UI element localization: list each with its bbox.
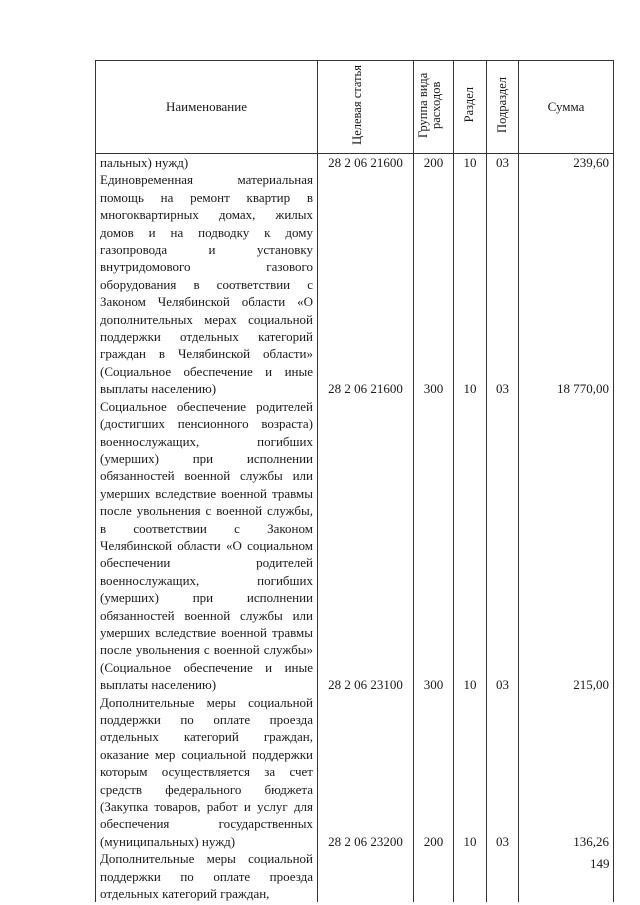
row-expense-group: 200: [414, 154, 454, 172]
table-row: [96, 154, 614, 172]
row-section: [454, 850, 487, 902]
row-amount: 215,00: [519, 398, 614, 694]
row-name: пальных) нужд): [96, 154, 318, 172]
row-expense-group: 300: [414, 171, 454, 397]
row-name: Единовременная материальная помощь на ремонт квартир в многоквартирных домах, жилых домов и на подводку к дому газопровода и установку внутридомового газового оборудования в соответствии с Законом Челябинской области «О дополнительных мерах социальной поддержки отдельных категорий граждан в Челябинской области» (Социальное обеспечение и иные выплаты населению): [96, 171, 318, 397]
row-subsection: 03: [487, 694, 519, 851]
row-subsection: 03: [487, 171, 519, 397]
row-target-article: 28 2 06 23100: [318, 398, 414, 694]
row-section: 10: [454, 694, 487, 851]
row-amount: 136,26: [519, 694, 614, 851]
row-section: 10: [454, 398, 487, 694]
header-row: [96, 61, 614, 154]
table-row: [96, 171, 614, 397]
table-row: [96, 694, 614, 851]
row-name: Дополнительные меры социальной поддержки по оплате проезда отдельных категорий граждан, оказание мер социальной поддержки которым осуществляется за счет средств федерального бюджета (Закупка товаров, работ и услуг для обеспечения государственных (муниципальных) нужд): [96, 694, 318, 851]
budget-table: [95, 60, 614, 902]
row-subsection: [487, 850, 519, 902]
header-subsection: Подраздел: [487, 61, 519, 154]
header-amount: Сумма: [519, 61, 614, 154]
row-section: 10: [454, 171, 487, 397]
row-name: Социальное обеспечение родителей (достигших пенсионного возраста) военнослужащих, погибших (умерших) при исполнении обязанностей военной службы или умерших вследствие военной травмы после увольнения с военной службы, в соответствии с Законом Челябинской области «О социальном обеспечении родителей военнослужащих, погибших (умерших) при исполнении обязанностей военной службы или умерших вследствие военной травмы после увольнения с военной службы» (Социальное обеспечение и иные выплаты населению): [96, 398, 318, 694]
row-target-article: 28 2 06 23200: [318, 694, 414, 851]
row-expense-group: [414, 850, 454, 902]
row-target-article: [318, 850, 414, 902]
row-expense-group: 200: [414, 694, 454, 851]
table-row: [96, 850, 614, 902]
header-target-article: Целевая статья: [318, 61, 414, 154]
page-number: 149: [590, 856, 610, 871]
row-name: Дополнительные меры социальной поддержки по оплате проезда отдельных категорий граждан,: [96, 850, 318, 902]
row-expense-group: 300: [414, 398, 454, 694]
table-row: [96, 398, 614, 694]
row-amount: 18 770,00: [519, 171, 614, 397]
row-subsection: 03: [487, 154, 519, 172]
header-expense-group: Группа вида расходов: [414, 61, 454, 154]
row-section: 10: [454, 154, 487, 172]
header-section: Раздел: [454, 61, 487, 154]
row-target-article: 28 2 06 21600: [318, 154, 414, 172]
row-target-article: 28 2 06 21600: [318, 171, 414, 397]
row-amount: 239,60: [519, 154, 614, 172]
row-subsection: 03: [487, 398, 519, 694]
header-name: Наименование: [96, 61, 318, 154]
